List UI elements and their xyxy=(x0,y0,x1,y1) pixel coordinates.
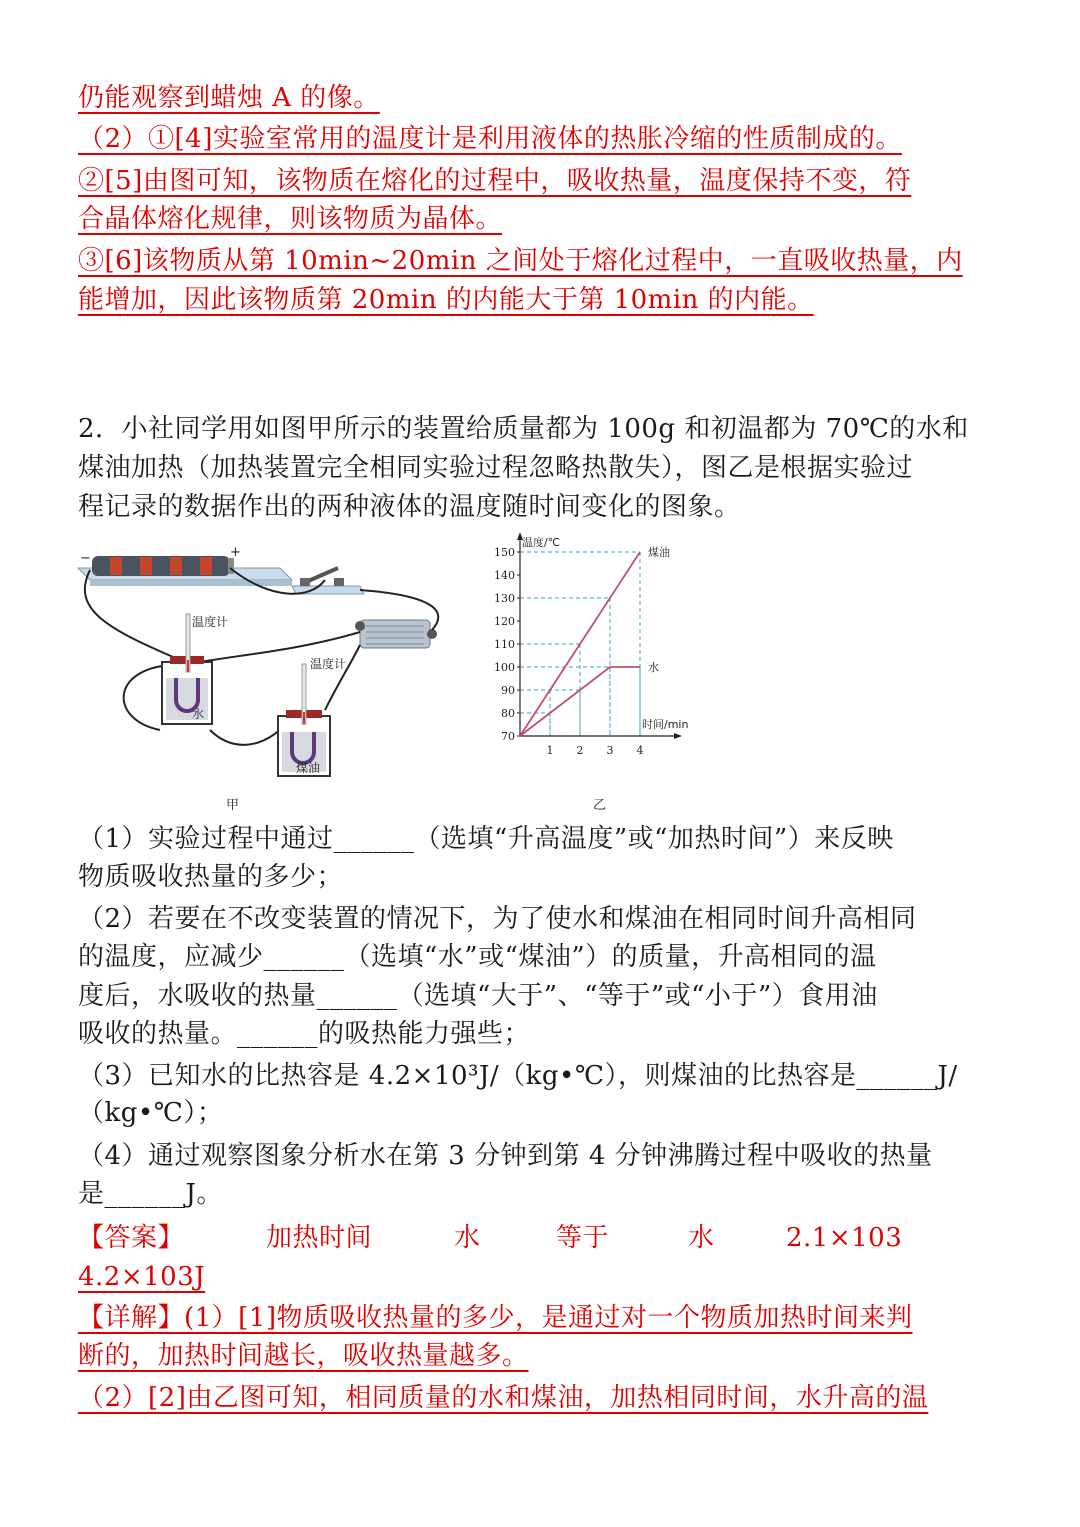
battery-pack xyxy=(92,556,234,576)
explanation-line-1: 【详解】(1）[1]物质吸收热量的多少，是通过对一个物质加热时间来判 xyxy=(78,1303,913,1333)
wires xyxy=(85,568,438,745)
battery-plus-label: + xyxy=(230,545,241,560)
answer-4: 水 xyxy=(688,1223,715,1253)
explanation-line-3: （2）[2]由乙图可知，相同质量的水和煤油，加热相同时间，水升高的温 xyxy=(78,1383,929,1413)
beaker-water xyxy=(162,614,212,724)
explanation-line-2: 断的，加热时间越长，吸收热量越多。 xyxy=(78,1341,529,1371)
y-tick-label-2: 90 xyxy=(501,684,515,697)
figure-jia-caption: 甲 xyxy=(226,798,240,813)
y-tick-label-7: 140 xyxy=(494,569,515,582)
q4-line-1: （4）通过观察图象分析水在第 3 分钟到第 4 分钟沸腾过程中吸收的热量 xyxy=(78,1141,933,1171)
answer-label: 【答案】 xyxy=(78,1223,185,1253)
temperature-time-chart xyxy=(480,530,720,780)
q1-line-1: （1）实验过程中通过______（选填“升高温度”或“加热时间”）来反映 xyxy=(78,824,894,854)
x-tick-label-3: 4 xyxy=(636,744,644,757)
q2-line-1: （2）若要在不改变装置的情况下，为了使水和煤油在相同时间升高相同 xyxy=(78,904,917,934)
answer-line-2: 4.2×103J xyxy=(78,1262,206,1292)
switch xyxy=(292,568,364,594)
x-tick-label-2: 3 xyxy=(606,744,614,757)
thermometer-label-2: 温度计 xyxy=(310,657,347,671)
battery-minus-label: − xyxy=(80,551,91,566)
y-tick-label-0: 70 xyxy=(501,730,515,743)
answer-3: 等于 xyxy=(556,1223,610,1253)
q2-line-2: 的温度，应减少______（选填“水”或“煤油”）的质量，升高相同的温 xyxy=(78,942,877,972)
answer-1: 加热时间 xyxy=(266,1223,373,1253)
answer-2: 水 xyxy=(454,1223,481,1253)
x-tick-label-0: 1 xyxy=(546,744,554,757)
prev-answer-line-6: 能增加，因此该物质第 20min 的内能大于第 10min 的内能。 xyxy=(78,285,814,315)
q3-line-2: （kg•℃）； xyxy=(78,1098,224,1128)
prev-answer-line-2: （2）①[4]实验室常用的温度计是利用液体的热胀冷缩的性质制成的。 xyxy=(78,124,902,154)
q4-line-2: 是______J。 xyxy=(78,1179,223,1209)
x-axis-arrow xyxy=(674,733,682,739)
prev-answer-line-1: 仍能观察到蜡烛 A 的像。 xyxy=(78,83,380,113)
y-tick-label-5: 120 xyxy=(494,615,515,628)
series-label-1: 水 xyxy=(648,661,659,674)
y-axis-label: 温度/℃ xyxy=(522,536,561,549)
y-tick-label-4: 110 xyxy=(494,638,515,651)
beaker-2-label: 煤油 xyxy=(296,761,321,775)
question-line-2: 煤油加热（加热装置完全相同实验过程忽略热散失），图乙是根据实验过 xyxy=(78,453,914,483)
prev-answer-line-3: ②[5]由图可知，该物质在熔化的过程中，吸收热量，温度保持不变，符 xyxy=(78,166,912,196)
q3-line-1: （3）已知水的比热容是 4.2×10³J/（kg•℃），则煤油的比热容是______J/ xyxy=(78,1061,958,1091)
prev-answer-line-5: ③[6]该物质从第 10min~20min 之间处于熔化过程中，一直吸收热量，内 xyxy=(78,246,963,276)
answer-5: 2.1×103 xyxy=(786,1223,903,1253)
x-axis-label: 时间/min xyxy=(642,718,689,731)
rheostat xyxy=(355,620,437,648)
answer-line-1 xyxy=(78,1220,976,1256)
x-tick-label-1: 2 xyxy=(576,744,584,757)
series-label-0: 煤油 xyxy=(648,546,670,559)
q1-line-2: 物质吸收热量的多少； xyxy=(78,862,344,892)
beaker-1-label: 水 xyxy=(192,707,205,721)
thermometer-label-1: 温度计 xyxy=(192,615,229,629)
apparatus-figure xyxy=(70,540,470,785)
prev-answer-line-4: 合晶体熔化规律，则该物质为晶体。 xyxy=(78,204,503,234)
question-line-1: 2．小社同学用如图甲所示的装置给质量都为 100g 和初温都为 70℃的水和 xyxy=(78,414,969,444)
y-tick-label-6: 130 xyxy=(494,592,515,605)
question-line-3: 程记录的数据作出的两种液体的温度随时间变化的图象。 xyxy=(78,492,741,522)
q2-line-3: 度后，水吸收的热量______（选填“大于”、“等于”或“小于”）食用油 xyxy=(78,981,878,1011)
y-tick-label-3: 100 xyxy=(494,661,515,674)
figure-yi-caption: 乙 xyxy=(593,798,607,813)
beaker-kerosene xyxy=(278,664,330,776)
q2-line-4: 吸收的热量。______的吸热能力强些； xyxy=(78,1019,531,1049)
y-tick-label-8: 150 xyxy=(494,546,515,559)
y-tick-label-1: 80 xyxy=(501,707,515,720)
